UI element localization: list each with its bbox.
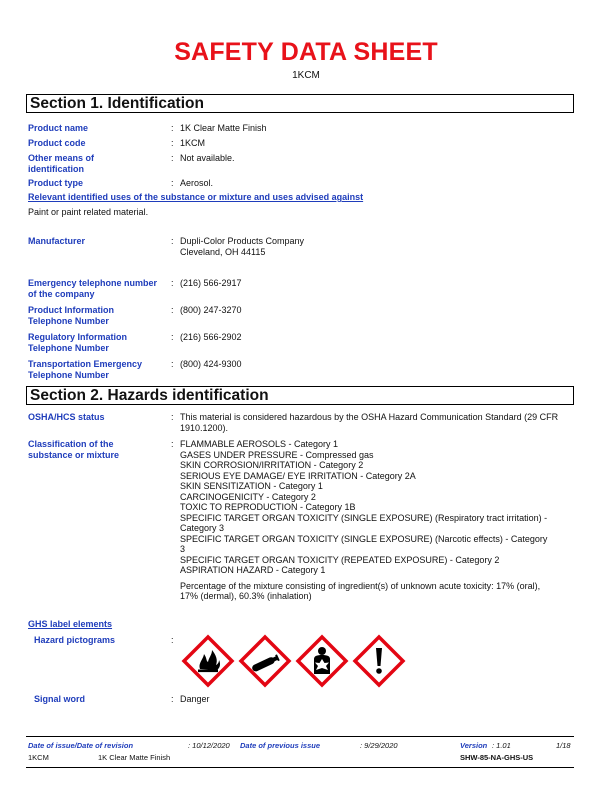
acute-toxicity-note: Percentage of the mixture consisting of ingredient(s) of unknown acute toxicity: 17% (oral), 17% (dermal), 60.3% (inhalation) bbox=[180, 580, 541, 601]
classification-item: CARCINOGENICITY - Category 2 bbox=[180, 491, 316, 502]
classification-list bbox=[180, 439, 552, 602]
footer-version-value: : 1.01 bbox=[492, 741, 511, 750]
footer-previous-value: : 9/29/2020 bbox=[360, 741, 398, 750]
product-info-label: Product Information Telephone Number bbox=[28, 305, 114, 326]
classification-item: SKIN SENSITIZATION - Category 1 bbox=[180, 481, 323, 491]
product-info-value: (800) 247-3270 bbox=[180, 305, 242, 315]
transport-emergency-value: (800) 424-9300 bbox=[180, 359, 242, 369]
manufacturer-label: Manufacturer bbox=[28, 236, 86, 246]
regulatory-info-value: (216) 566-2902 bbox=[180, 332, 242, 342]
classification-item: SPECIFIC TARGET ORGAN TOXICITY (SINGLE EXPOSURE) (Respiratory tract irritation) - Category 3 bbox=[180, 512, 548, 533]
document-subtitle: 1KCM bbox=[292, 70, 320, 81]
product-name-label: Product name bbox=[28, 123, 89, 133]
classification-item: SERIOUS EYE DAMAGE/ EYE IRRITATION - Category 2A bbox=[180, 470, 416, 481]
classification-item: SPECIFIC TARGET ORGAN TOXICITY (REPEATED EXPOSURE) - Category 2 bbox=[180, 554, 500, 565]
product-code-label: Product code bbox=[28, 138, 86, 148]
emergency-phone-value: (216) 566-2917 bbox=[180, 278, 242, 288]
relevant-uses-row bbox=[28, 192, 588, 203]
footer-line-2 bbox=[26, 753, 574, 765]
footer-product-name: 1K Clear Matte Finish bbox=[98, 753, 171, 762]
footer-document-id: SHW-85-NA-GHS-US bbox=[460, 753, 534, 762]
regulatory-info-label: Regulatory Information Telephone Number bbox=[28, 332, 128, 353]
product-code-value: 1KCM bbox=[180, 138, 206, 148]
document-title: SAFETY DATA SHEET bbox=[174, 38, 438, 66]
footer-product-code: 1KCM bbox=[28, 753, 49, 762]
gas-cylinder-icon bbox=[241, 637, 289, 685]
classification-item: TOXIC TO REPRODUCTION - Category 1B bbox=[180, 502, 356, 512]
classification-item: ASPIRATION HAZARD - Category 1 bbox=[180, 565, 326, 575]
footer-page-number: 1/18 bbox=[556, 741, 571, 750]
manufacturer-value bbox=[180, 236, 570, 257]
classification-item: GASES UNDER PRESSURE - Compressed gas bbox=[180, 449, 374, 460]
health-hazard-icon bbox=[298, 637, 346, 685]
footer-top-rule bbox=[26, 736, 574, 737]
classification-item: FLAMMABLE AEROSOLS - Category 1 bbox=[180, 439, 339, 449]
emergency-phone-label: Emergency telephone number of the company bbox=[28, 278, 158, 299]
signal-word-label: Signal word bbox=[34, 694, 86, 704]
other-means-label: Other means of identification bbox=[28, 153, 95, 174]
hazard-pictograms-label: Hazard pictograms bbox=[34, 635, 116, 645]
footer-version-label: Version bbox=[460, 741, 488, 750]
ghs-label-elements-heading: GHS label elements bbox=[28, 619, 113, 629]
footer-date-value: : 10/12/2020 bbox=[188, 741, 230, 750]
product-type-value: Aerosol. bbox=[180, 178, 214, 188]
relevant-uses-heading: Relevant identified uses of the substance or mixture and uses advised against bbox=[28, 192, 364, 202]
section-1-heading: Section 1. Identification bbox=[26, 94, 574, 113]
osha-status-label: OSHA/HCS status bbox=[28, 412, 105, 422]
signal-word-value: Danger bbox=[180, 694, 210, 704]
section-2-heading: Section 2. Hazards identification bbox=[26, 386, 574, 405]
relevant-uses-text: Paint or paint related material. bbox=[28, 207, 149, 217]
other-means-value: Not available. bbox=[180, 153, 235, 163]
osha-status-value: This material is considered hazardous by the OSHA Hazard Communication Standard (29 CFR 1910.1200). bbox=[180, 412, 559, 433]
transport-emergency-label: Transportation Emergency Telephone Number bbox=[28, 359, 143, 380]
exclamation-mark-icon bbox=[355, 637, 403, 685]
footer-date-label: Date of issue/Date of revision bbox=[28, 741, 134, 750]
classification-item: SKIN CORROSION/IRRITATION - Category 2 bbox=[180, 460, 364, 470]
classification-label: Classification of the substance or mixture bbox=[28, 439, 120, 460]
hazard-pictograms bbox=[180, 633, 410, 689]
manufacturer-line2: Cleveland, OH 44115 bbox=[180, 246, 266, 257]
footer-previous-label: Date of previous issue bbox=[240, 741, 321, 750]
ghs-heading-row bbox=[28, 619, 588, 630]
product-type-label: Product type bbox=[28, 178, 84, 188]
manufacturer-line1: Dupli-Color Products Company bbox=[180, 236, 305, 246]
classification-item: SPECIFIC TARGET ORGAN TOXICITY (SINGLE EXPOSURE) (Narcotic effects) - Category 3 bbox=[180, 533, 548, 554]
product-name-value: 1K Clear Matte Finish bbox=[180, 123, 267, 133]
footer-line-1 bbox=[26, 741, 574, 753]
flame-icon bbox=[184, 637, 232, 685]
footer-bottom-rule bbox=[26, 767, 574, 768]
